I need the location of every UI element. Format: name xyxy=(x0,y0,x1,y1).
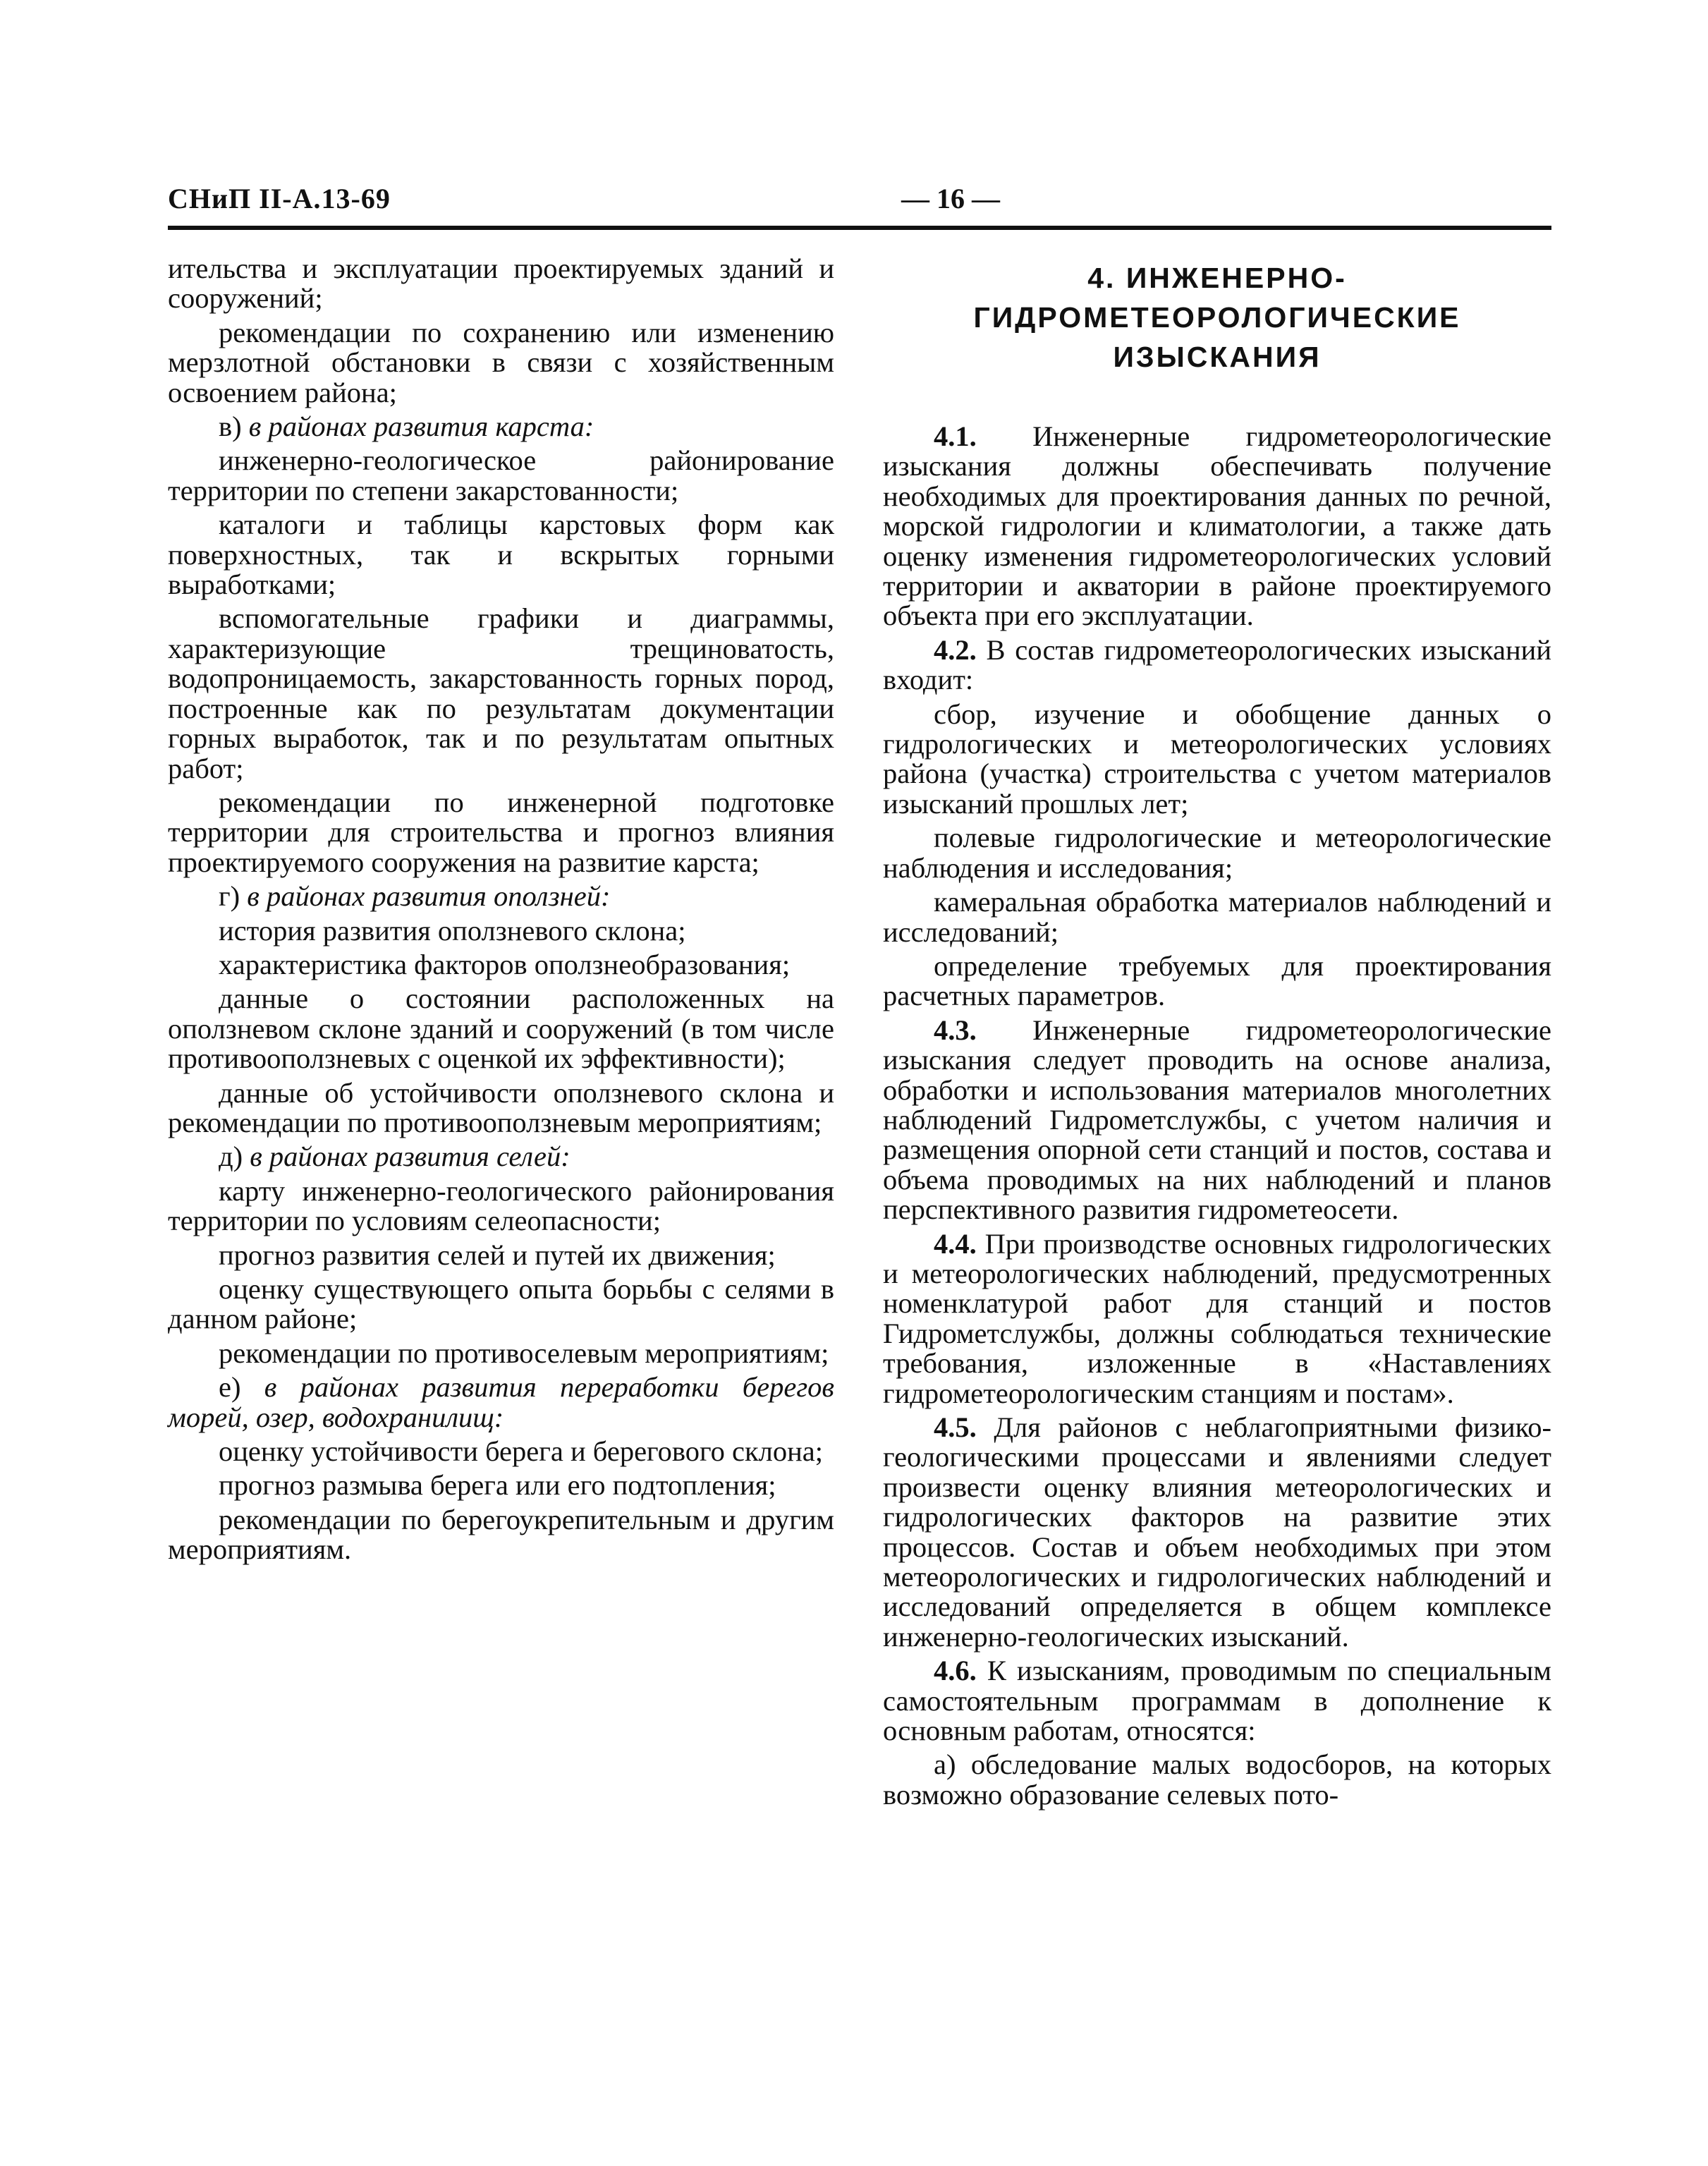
clause-number: 4.2. xyxy=(934,633,977,666)
clause-4-3 xyxy=(883,1016,1551,1225)
clause-number: 4.5. xyxy=(934,1411,977,1443)
page-number: — 16 — xyxy=(901,183,1000,214)
clause-number: 4.4. xyxy=(934,1227,977,1260)
clause-4-2 xyxy=(883,635,1551,695)
clause-text: Инженерные гидрометеорологические изыскания следует проводить на основе анализа, обработки и использования материалов многолетних наблюдений Гидрометслужбы, с учетом наличия и размещения опорной сети станций и постов, состава и объема проводимых на них наблюдений и планов перспективного развития гидрометеосети. xyxy=(883,1014,1551,1226)
right-column xyxy=(883,254,1551,1814)
paragraph: каталоги и таблицы карстовых форм как поверхностных, так и вскрытых горными выработками; xyxy=(168,509,834,601)
subsection-heading-mudflows xyxy=(168,1142,834,1172)
clause-4-1 xyxy=(883,422,1551,631)
paragraph: данные о состоянии расположенных на оползневом склоне зданий и сооружений (в том числе противооползневых с оценкой их эффективности); xyxy=(168,982,834,1075)
subsection-label: е) xyxy=(219,1371,241,1404)
document-code: СНиП II-А.13-69 xyxy=(168,183,391,214)
paragraph: оценку устойчивости берега и берегового склона; xyxy=(219,1435,823,1468)
paragraph: оценку существующего опыта борьбы с селями в данном районе; xyxy=(168,1273,834,1335)
clause-number: 4.3. xyxy=(934,1014,977,1046)
subsection-title: в районах развития переработки берегов морей, озер, водохранилищ: xyxy=(168,1371,834,1433)
paragraph: вспомогательные графики и диаграммы, характеризующие трещиноватость, водопроницаемость, закарстованность горных пород, построенные как по результатам документации горных выработок, так и по результатам опытных работ; xyxy=(168,602,834,784)
section-title-line: 4. ИНЖЕНЕРНО- xyxy=(1087,262,1347,294)
list-item: полевые гидрологические и метеорологические наблюдения и исследования; xyxy=(883,822,1551,884)
clause-text: Инженерные гидрометеорологические изыскания должны обеспечивать получение необходимых для проектирования данных по речной, морской гидрологии и климатологии, а также дать оценку изменения гидрометеорологических условий территории и акватории в районе проектируемого объекта при его эксплуатации. xyxy=(883,420,1551,632)
clause-text: К изысканиям, проводимым по специальным самостоятельным программам в дополнение к основным работам, относятся: xyxy=(883,1655,1552,1747)
paragraph: прогноз размыва берега или его подтопления; xyxy=(219,1469,776,1502)
subsection-heading-shores xyxy=(168,1373,834,1432)
paragraph: история развития оползневого склона; xyxy=(219,914,686,947)
clause-4-6 xyxy=(883,1656,1551,1746)
paragraph: ительства и эксплуатации проектируемых зданий и сооружений; xyxy=(168,253,834,315)
subsection-title: в районах развития селей: xyxy=(250,1140,571,1173)
paragraph: инженерно-геологическое районирование территории по степени закарстованности; xyxy=(168,444,834,506)
subsection-label: в) xyxy=(219,410,242,443)
list-item: камеральная обработка материалов наблюдений и исследований; xyxy=(883,886,1551,948)
clause-number: 4.1. xyxy=(934,420,977,452)
section-title xyxy=(883,258,1551,377)
clause-4-5 xyxy=(883,1413,1551,1652)
subsection-heading-karst xyxy=(168,412,834,442)
list-item: а) обследование малых водосборов, на которых возможно образование селевых пото- xyxy=(883,1748,1551,1811)
list-item: сбор, изучение и обобщение данных о гидрологических и метеорологических условиях района (участка) строительства с учетом материалов изысканий прошлых лет; xyxy=(883,698,1551,820)
left-column xyxy=(168,254,834,1569)
paragraph: характеристика факторов оползнеобразования; xyxy=(219,948,791,980)
subsection-label: д) xyxy=(219,1140,243,1173)
page-header xyxy=(168,182,1551,230)
paragraph: рекомендации по берегоукрепительным и другим мероприятиям. xyxy=(168,1503,834,1566)
paragraph: данные об устойчивости оползневого склона и рекомендации по противооползневым мероприятиям; xyxy=(168,1076,834,1138)
section-title-line: ГИДРОМЕТЕОРОЛОГИЧЕСКИЕ xyxy=(973,301,1461,334)
section-title-line: ИЗЫСКАНИЯ xyxy=(1113,341,1322,373)
paragraph: рекомендации по сохранению или изменению мерзлотной обстановки в связи с хозяйственным освоением района; xyxy=(168,316,834,408)
subsection-heading-landslides xyxy=(168,882,834,911)
subsection-title: в районах развития карста: xyxy=(248,410,594,443)
paragraph: рекомендации по инженерной подготовке территории для строительства и прогноз влияния проектируемого сооружения на развитие карста; xyxy=(168,786,834,878)
clause-4-4 xyxy=(883,1229,1551,1408)
clause-number: 4.6. xyxy=(934,1655,977,1687)
subsection-label: г) xyxy=(219,880,240,913)
paragraph: карту инженерно-геологического районирования территории по условиям селеопасности; xyxy=(168,1174,834,1237)
list-item: определение требуемых для проектирования расчетных параметров. xyxy=(883,949,1551,1012)
clause-text: При производстве основных гидрологических и метеорологических наблюдений, предусмотренных номенклатурой работ для станций и постов Гидрометслужбы, должны соблюдаться технические требования, изложенные в «Наставлениях гидрометеорологическим станциям и постам». xyxy=(883,1227,1552,1409)
clause-text: В состав гидрометеорологических изысканий входит: xyxy=(883,633,1552,696)
paragraph: прогноз развития селей и путей их движения; xyxy=(219,1239,776,1271)
clause-text: Для районов с неблагоприятными физико-геологическими процессами и явлениями следует произвести оценку влияния метеорологических и гидрологических факторов на развитие этих процессов. Состав и объем необходимых при этом метеорологических и гидрологических наблюдений и исследований определяется в общем комплексе инженерно-геологических изысканий. xyxy=(883,1411,1551,1653)
paragraph: рекомендации по противоселевым мероприятиям; xyxy=(219,1337,829,1369)
subsection-title: в районах развития оползней: xyxy=(247,880,611,913)
